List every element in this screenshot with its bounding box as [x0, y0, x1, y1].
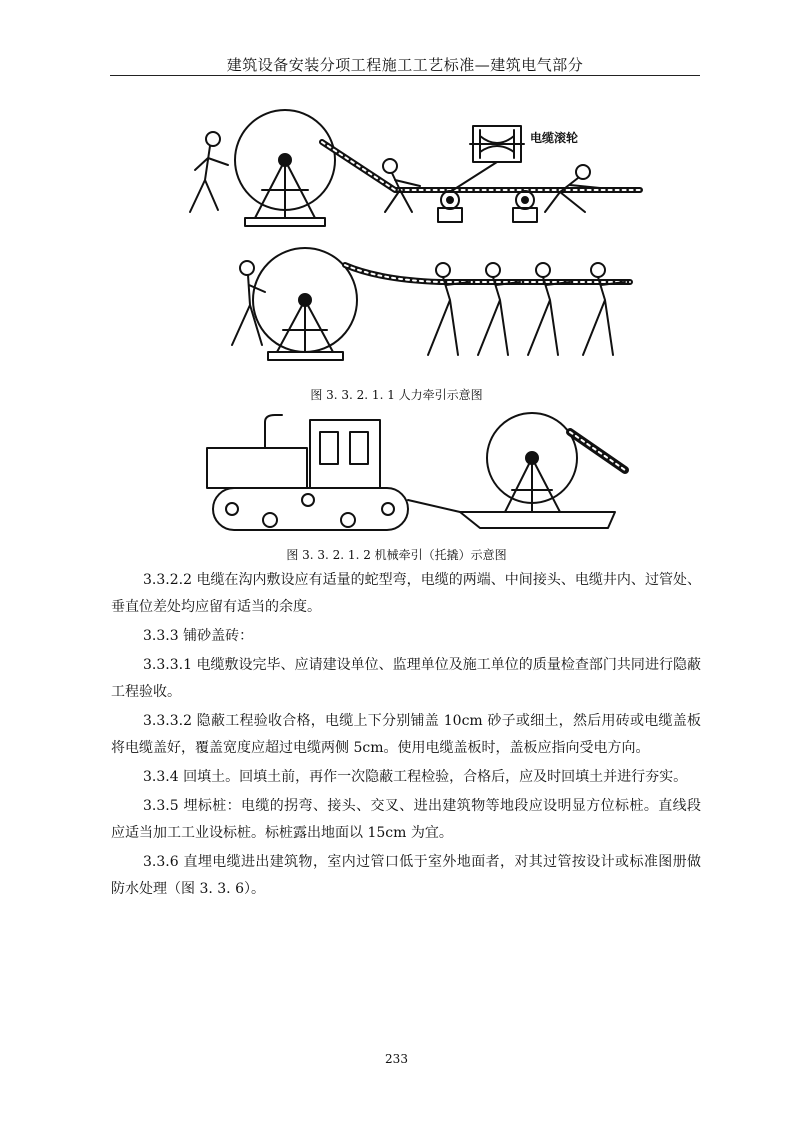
running-header: 建筑设备安装分项工程施工工艺标准—建筑电气部分 [226, 56, 584, 74]
cable-drum-icon [487, 413, 577, 512]
paragraph: 3.3.3 铺砂盖砖： [143, 628, 254, 644]
page-number: 233 [385, 1052, 408, 1066]
worker-icon [583, 263, 625, 355]
paragraph: 3.3.2.2 电缆在沟内敷设应有适量的蛇型弯，电缆的两端、中间接头、电缆井内、过管处、垂直位差处均应留有适当的余度。 [111, 572, 701, 615]
paragraph: 3.3.5 埋标桩：电缆的拐弯、接头、交叉、进出建筑物等地段应设明显方位标桩。直线段应适当加工工业设标桩。标桩露出地面以 15cm 为宜。 [111, 798, 701, 841]
cable-roller-icon [438, 191, 462, 222]
roller-detail-icon [450, 126, 524, 192]
worker-icon [478, 263, 520, 355]
paragraph: 3.3.4 回填土。回填土前，再作一次隐蔽工程检验，合格后，应及时回填土并进行夯实。 [143, 769, 688, 785]
worker-icon [528, 263, 570, 355]
figure-manual-pulling [0, 95, 793, 385]
cable-drum-icon [235, 110, 335, 226]
cable-roller-icon [513, 191, 537, 222]
worker-icon [428, 263, 470, 355]
roller-label: 电缆滚轮 [530, 131, 579, 145]
paragraph: 3.3.3.2 隐蔽工程验收合格，电缆上下分别铺盖 10cm 砂子或细土，然后用砖或电缆盖板将电缆盖好，覆盖宽度应超过电缆两侧 5cm。使用电缆盖板时，盖板应指向受电方向。 [111, 713, 701, 756]
sled-icon [460, 512, 615, 528]
worker-icon [190, 132, 228, 212]
paragraph: 3.3.6 直埋电缆进出建筑物，室内过管口低于室外地面者，对其过管按设计或标准图册做防水处理（图 3. 3. 6）。 [111, 854, 701, 897]
paragraph: 3.3.3.1 电缆敷设完毕、应请建设单位、监理单位及施工单位的质量检查部门共同进行隐蔽工程验收。 [111, 657, 701, 700]
header-rule [110, 75, 700, 76]
cable-drum-icon [253, 248, 357, 360]
figure-caption: 图 3. 3. 2. 1. 2 机械牵引（托撬）示意图 [286, 548, 507, 562]
figure-caption: 图 3. 3. 2. 1. 1 人力牵引示意图 [310, 388, 483, 402]
body-text [111, 567, 701, 903]
tractor-icon [207, 415, 408, 530]
figure-mechanical-pulling [0, 412, 793, 542]
tow-line-icon [408, 500, 460, 512]
